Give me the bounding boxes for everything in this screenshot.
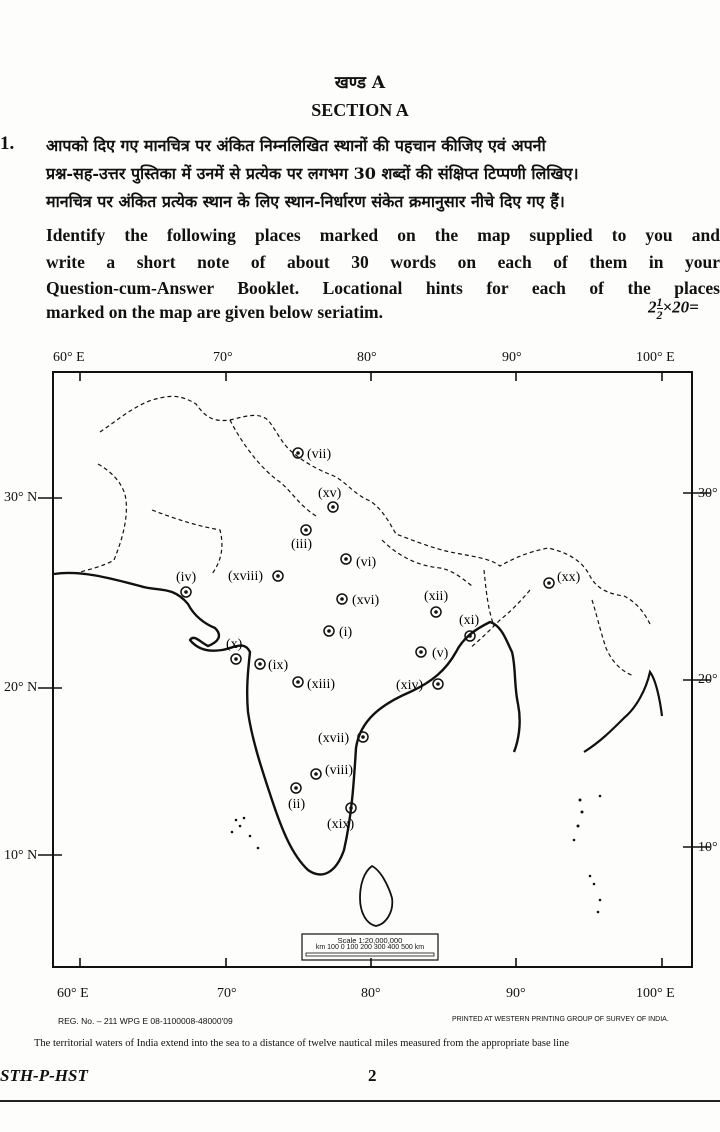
- place-marker-dot-17: [361, 735, 365, 739]
- place-marker-dot-4: [184, 590, 188, 594]
- place-marker-dot-5: [419, 650, 423, 654]
- map-top-tick-80: 80°: [357, 350, 377, 365]
- section-title: SECTION A: [311, 100, 409, 120]
- place-label-18: (xviii): [228, 569, 263, 584]
- paper-code: STH-P-HST: [0, 1066, 88, 1085]
- reg-number: REG. No. – 211 WPG E 08-1100008-48000'09: [58, 1016, 233, 1026]
- boundary-lines: [72, 396, 650, 676]
- place-markers: [176, 447, 581, 832]
- place-label-1: (i): [339, 625, 353, 640]
- place-label-16: (xvi): [352, 593, 380, 608]
- place-marker-dot-20: [547, 581, 551, 585]
- place-marker-dot-19: [349, 806, 353, 810]
- printer-note: PRINTED AT WESTERN PRINTING GROUP OF SURVEY OF INDIA.: [452, 1016, 669, 1023]
- sri-lanka-outline: [360, 866, 392, 926]
- place-marker-dot-14: [436, 682, 440, 686]
- question-text-hindi-line-1: आपको दिए गए मानचित्र पर अंकित निम्नलिखित स्थानों की पहचान कीजिए एवं अपनी: [46, 136, 546, 155]
- question-number: 1.: [0, 133, 15, 154]
- map-top-tick-60e: 60° E: [53, 350, 85, 365]
- place-label-15: (xv): [318, 486, 342, 501]
- place-marker-dot-2: [294, 786, 298, 790]
- map-right-tick-10: 10°: [698, 840, 718, 855]
- place-label-9: (ix): [268, 658, 289, 673]
- map-left-tick-20n: 20° N: [4, 680, 38, 695]
- place-label-13: (xiii): [307, 677, 335, 692]
- islands: [231, 795, 602, 914]
- marks-whole: 2: [648, 297, 657, 317]
- place-marker-dot-7: [296, 451, 300, 455]
- bottom-rule: [0, 1100, 720, 1102]
- map-top-tick-90: 90°: [502, 350, 522, 365]
- question-text-english-line-2: write a short note of about 30 words on each of them in your: [46, 251, 720, 272]
- marks-denominator: 2: [656, 308, 663, 322]
- place-marker-dot-1: [327, 629, 331, 633]
- place-marker-dot-11: [468, 634, 472, 638]
- map-scale-bar-text: km 100 0 100 200 300 400 500 km: [315, 944, 425, 951]
- map-top-tick-70: 70°: [213, 350, 233, 365]
- place-label-5: (v): [432, 646, 449, 661]
- place-marker-dot-8: [314, 772, 318, 776]
- place-marker-dot-9: [258, 662, 262, 666]
- map-graticule-ticks: [38, 371, 710, 968]
- place-marker-dot-16: [340, 597, 344, 601]
- place-label-2: (ii): [288, 797, 306, 812]
- question-text-hindi-line-2: प्रश्न-सह-उत्तर पुस्तिका में उनमें से प्रत्येक पर लगभग 30 शब्दों की संक्षिप्त टिप्पणी लिखिए।: [46, 164, 579, 183]
- place-label-19: (xix): [327, 817, 355, 832]
- place-marker-dot-12: [434, 610, 438, 614]
- marks-multiplier: ×20=: [662, 297, 699, 317]
- question-text-hindi-line-3: मानचित्र पर अंकित प्रत्येक स्थान के लिए स्थान-निर्धारण संकेत क्रमानुसार नीचे दिए गए हैं।: [46, 192, 565, 211]
- place-label-20: (xx): [557, 570, 581, 585]
- map-bottom-tick-100e: 100° E: [636, 986, 675, 1001]
- place-label-3: (iii): [291, 537, 312, 552]
- territorial-waters-note: The territorial waters of India extend into the sea to a distance of twelve nautical miles measured from the appropriate base line: [34, 1038, 570, 1049]
- scale-bar: [306, 953, 434, 956]
- place-marker-dot-10: [234, 657, 238, 661]
- map-bottom-tick-80: 80°: [361, 986, 381, 1001]
- question-text-english-line-1: Identify the following places marked on the map supplied to you and: [46, 225, 720, 245]
- place-label-11: (xi): [459, 613, 480, 628]
- place-label-10: (x): [226, 637, 243, 652]
- place-label-7: (vii): [307, 447, 332, 462]
- place-marker-dot-3: [304, 528, 308, 532]
- place-label-8: (viii): [325, 763, 353, 778]
- place-marker-dot-6: [344, 557, 348, 561]
- map-bottom-tick-90: 90°: [506, 986, 526, 1001]
- place-marker-dot-15: [331, 505, 335, 509]
- place-marker-dot-13: [296, 680, 300, 684]
- map-left-tick-10n: 10° N: [4, 848, 38, 863]
- place-label-14: (xiv): [396, 678, 424, 693]
- place-label-4: (iv): [176, 570, 197, 585]
- map-right-tick-20: 20°: [698, 672, 718, 687]
- place-label-6: (vi): [356, 555, 377, 570]
- place-label-17: (xvii): [318, 731, 350, 746]
- coastline-path: [54, 573, 520, 875]
- question-text-english-line-3: Question-cum-Answer Booklet. Locational hints for each of the places: [46, 278, 720, 298]
- map-right-tick-30: 30°: [698, 486, 718, 501]
- page-number: 2: [368, 1066, 377, 1085]
- map-bottom-tick-70: 70°: [217, 986, 237, 1001]
- map-top-tick-100e: 100° E: [636, 350, 675, 365]
- section-title-hindi: खण्ड A: [334, 73, 386, 93]
- place-label-12: (xii): [424, 589, 449, 604]
- bay-coast-path: [584, 672, 662, 752]
- marks-numerator: 1: [656, 295, 663, 309]
- map-scale-title: Scale 1:20,000,000: [337, 936, 403, 945]
- question-text-english-line-4: marked on the map are given below seriatim.: [46, 302, 384, 322]
- place-marker-dot-18: [276, 574, 280, 578]
- map-left-tick-30n: 30° N: [4, 490, 38, 505]
- map-bottom-tick-60e: 60° E: [57, 986, 89, 1001]
